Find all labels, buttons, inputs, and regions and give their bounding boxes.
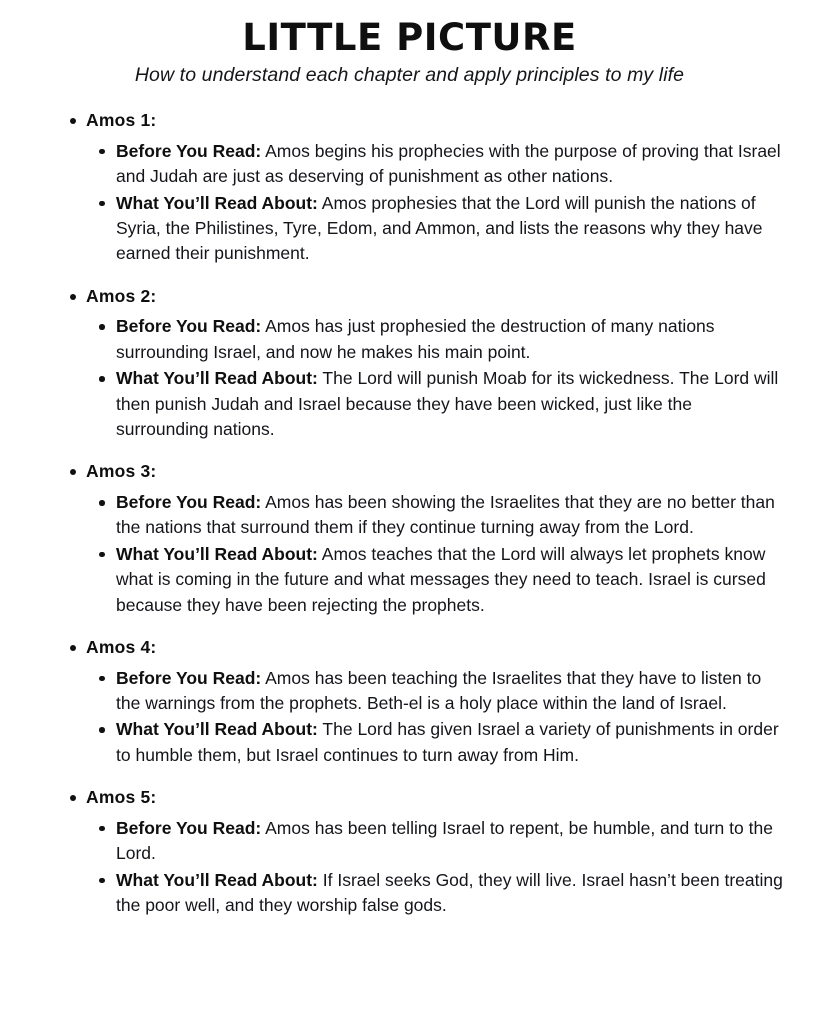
chapter-label: Amos 5:: [86, 787, 157, 808]
entry-text: Amos begins his prophecies with the purpose of proving that Israel and Judah are just as deserving of punishment as other nations.: [116, 140, 781, 187]
entry-label: Before You Read: [116, 140, 256, 161]
chapter-entries: [86, 139, 785, 267]
chapter-label: Amos 3:: [86, 461, 157, 482]
list-item: [86, 816, 785, 867]
entry-separator: :: [255, 140, 262, 161]
list-item: [86, 666, 785, 717]
entry-label: What You’ll Read About:: [116, 192, 318, 213]
entry-text: Amos teaches that the Lord will always let prophets know what is coming in the future and what messages they need to teach. Israel is cursed because they have been rejecting the prophets.: [116, 543, 766, 615]
list-item: [34, 786, 785, 918]
entry-label: What You’ll Read About:: [116, 368, 318, 389]
chapter-entries: [86, 314, 785, 442]
page-subtitle: How to understand each chapter and apply principles to my life: [134, 63, 685, 86]
entry-text: If Israel seeks God, they will live. Israel hasn’t been treating the poor well, and they worship false gods.: [116, 869, 783, 916]
list-item: [86, 717, 785, 768]
entry-text: Amos has been showing the Israelites that they are no better than the nations that surround them if they continue turning away from the Lord.: [116, 492, 775, 538]
chapter-entries: [86, 666, 785, 769]
entry-label: Before You Read:: [116, 817, 262, 838]
entry-text: Amos has been telling Israel to repent, be humble, and turn to the Lord.: [116, 817, 773, 864]
entry-label: Before You Read:: [116, 492, 262, 513]
chapter-entries: [86, 816, 785, 919]
entry-text: Amos prophesies that the Lord will punish the nations of Syria, the Philistines, Tyre, Edom, and Ammon, and lists the reasons why they have earned their punishment.: [116, 192, 763, 264]
chapter-list: [34, 109, 785, 918]
entry-text: The Lord has given Israel a variety of punishments in order to humble them, but Israel continues to turn away from Him.: [116, 719, 779, 765]
entry-label: What You’ll Read About:: [116, 719, 318, 740]
entry-label: Before You Read:: [116, 316, 262, 337]
list-item: [86, 868, 785, 919]
list-item: [86, 139, 785, 190]
list-item: [34, 460, 785, 618]
entry-text: The Lord will punish Moab for its wickedness. The Lord will then punish Judah and Israel because they have been wicked, just like the surrounding nations.: [116, 368, 779, 439]
list-item: [86, 314, 785, 365]
page-title: LITTLE PICTURE: [242, 16, 577, 59]
chapter-label: Amos 2:: [86, 285, 157, 306]
chapter-label: Amos 1:: [86, 110, 157, 131]
list-item: [86, 191, 785, 267]
list-item: [34, 636, 785, 768]
list-item: [34, 285, 785, 443]
chapter-label: Amos 4:: [86, 636, 157, 657]
entry-label: What You’ll Read About:: [116, 869, 318, 890]
list-item: [34, 109, 785, 267]
list-item: [86, 542, 785, 618]
chapter-outline: [34, 109, 785, 918]
chapter-entries: [86, 490, 785, 618]
entry-label: What You’ll Read About:: [116, 543, 318, 564]
entry-text: Amos has just prophesied the destruction of many nations surrounding Israel, and now he makes his main point.: [116, 316, 715, 362]
entry-label: Before You Read:: [116, 667, 262, 688]
list-item: [86, 490, 785, 541]
list-item: [86, 366, 785, 442]
entry-text: Amos has been teaching the Israelites that they have to listen to the warnings from the prophets. Beth-el is a holy place within the land of Israel.: [116, 667, 762, 714]
